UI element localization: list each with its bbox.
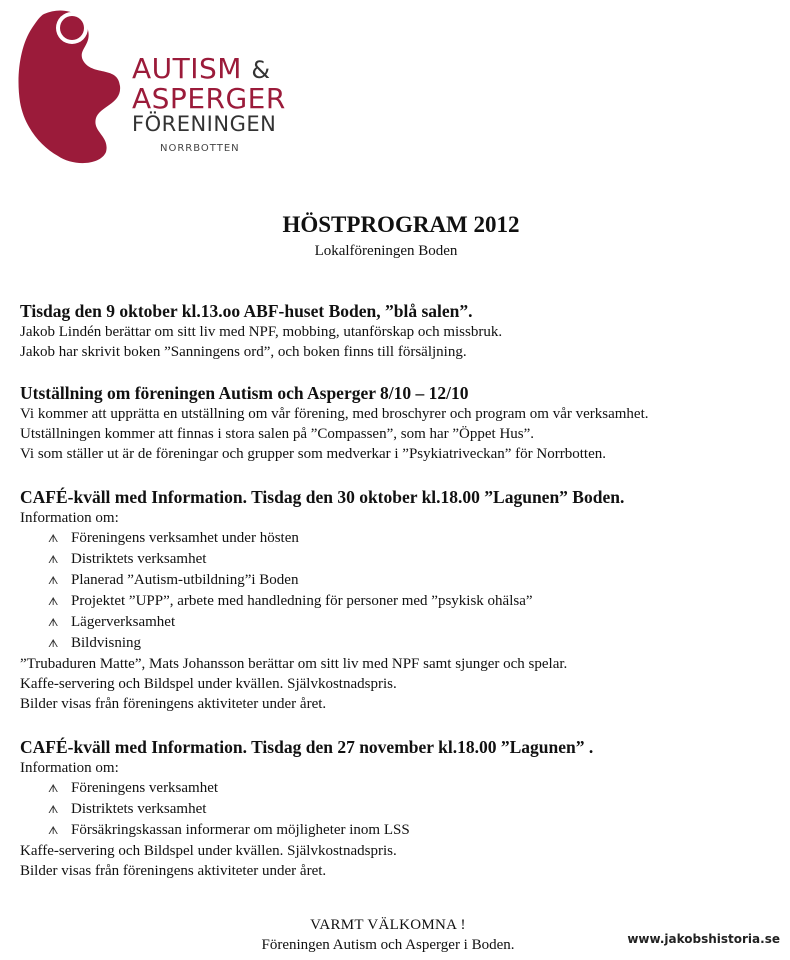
body-line: Utställningen kommer att finnas i stora salen på ”Compassen”, som har ”Öppet Hus”. — [20, 426, 535, 442]
logo-line-autism: AUTISM & — [132, 52, 271, 85]
body-line: Bilder visas från föreningens aktiviteter under året. — [20, 696, 327, 712]
triangle-bullet-icon: ᗑ — [48, 616, 59, 629]
signature-text: Föreningen Autism och Asperger i Boden. — [261, 937, 515, 953]
list-item: ᗑ Bildvisning — [48, 633, 780, 654]
watermark: www.jakobshistoria.se — [627, 932, 780, 946]
body-line: ”Trubaduren Matte”, Mats Johansson berättar om sitt liv med NPF samt sjunger och spelar. — [20, 656, 568, 672]
organization-logo — [14, 6, 286, 168]
puzzle-piece-icon — [14, 6, 124, 168]
section-heading: Tisdag den 9 oktober kl.13.oo ABF-huset Boden, ”blå salen”. — [20, 301, 473, 321]
list-item: ᗑ Planerad ”Autism-utbildning”i Boden — [48, 570, 780, 591]
bullet-list — [20, 528, 780, 654]
list-item: ᗑ Distriktets verksamhet — [48, 799, 780, 820]
info-intro: Information om: — [20, 510, 119, 526]
list-item: ᗑ Projektet ”UPP”, arbete med handledning för personer med ”psykisk ohälsa” — [48, 591, 780, 612]
section-heading: CAFÉ-kväll med Information. Tisdag den 27 november kl.18.00 ”Lagunen” . — [20, 737, 594, 757]
body-line: Vi kommer att upprätta en utställning om vår förening, med broschyrer och program om vår verksamhet. — [20, 406, 649, 422]
list-item: ᗑ Föreningens verksamhet — [48, 778, 780, 799]
page-title: HÖSTPROGRAM 2012 — [282, 212, 520, 237]
list-item: ᗑ Distriktets verksamhet — [48, 549, 780, 570]
body-line: Kaffe-servering och Bildspel under kvällen. Självkostnadspris. — [20, 843, 397, 859]
welcome-text: VARMT VÄLKOMNA ! — [310, 917, 466, 933]
page-subtitle: Lokalföreningen Boden — [314, 243, 458, 259]
bullet-list — [20, 778, 780, 841]
info-intro: Information om: — [20, 760, 119, 776]
program-content — [20, 300, 780, 881]
body-line: Vi som ställer ut är de föreningar och grupper som medverkar i ”Psykiatriveckan” för Norrbotten. — [20, 446, 606, 462]
triangle-bullet-icon: ᗑ — [48, 824, 59, 837]
list-item: ᗑ Försäkringskassan informerar om möjligheter inom LSS — [48, 820, 780, 841]
body-line: Bilder visas från föreningens aktiviteter under året. — [20, 863, 327, 879]
logo-line-foreningen: FÖRENINGEN — [132, 112, 277, 136]
list-item: ᗑ Föreningens verksamhet under hösten — [48, 528, 780, 549]
section-heading: Utställning om föreningen Autism och Asperger 8/10 – 12/10 — [20, 383, 469, 403]
body-line: Kaffe-servering och Bildspel under kvällen. Självkostnadspris. — [20, 676, 397, 692]
triangle-bullet-icon: ᗑ — [48, 553, 59, 566]
logo-line-norrbotten: NORRBOTTEN — [160, 143, 240, 154]
triangle-bullet-icon: ᗑ — [48, 595, 59, 608]
logo-line-asperger: ASPERGER — [132, 82, 286, 115]
section-heading: CAFÉ-kväll med Information. Tisdag den 30 oktober kl.18.00 ”Lagunen” Boden. — [20, 487, 625, 507]
body-line: Jakob Lindén berättar om sitt liv med NPF, mobbing, utanförskap och missbruk. — [20, 324, 503, 340]
triangle-bullet-icon: ᗑ — [48, 782, 59, 795]
body-line: Jakob har skrivit boken ”Sanningens ord”, och boken finns till försäljning. — [20, 344, 467, 360]
triangle-bullet-icon: ᗑ — [48, 637, 59, 650]
triangle-bullet-icon: ᗑ — [48, 803, 59, 816]
list-item: ᗑ Lägerverksamhet — [48, 612, 780, 633]
triangle-bullet-icon: ᗑ — [48, 574, 59, 587]
triangle-bullet-icon: ᗑ — [48, 532, 59, 545]
